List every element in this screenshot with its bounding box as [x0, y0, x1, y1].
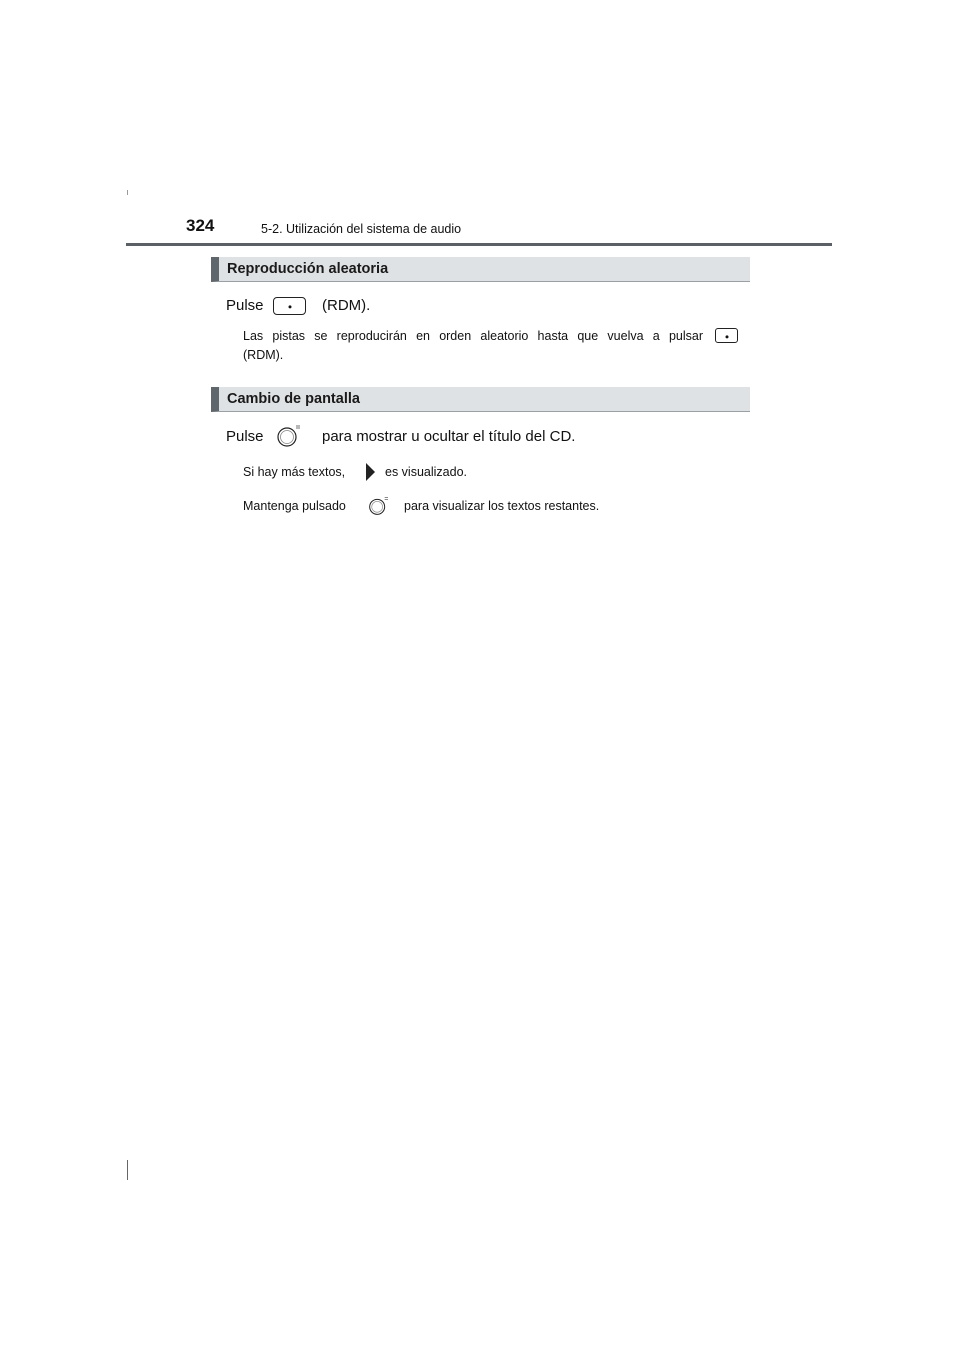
- instruction-text: Pulse: [226, 428, 264, 445]
- note-text: es visualizado.: [385, 465, 467, 479]
- note-text: para visualizar los textos restantes.: [404, 499, 600, 513]
- more-text-arrow-icon: [366, 463, 375, 481]
- text-knob-icon: [276, 424, 300, 448]
- note-text: Mantenga pulsado: [243, 499, 346, 513]
- header-divider: [126, 243, 832, 246]
- rdm-button-icon: [273, 297, 306, 315]
- instruction-text: Pulse: [226, 297, 264, 314]
- note-text: (RDM).: [243, 348, 284, 362]
- rdm-button-icon: [715, 328, 738, 343]
- instruction-text: (RDM).: [322, 297, 371, 314]
- text-knob-icon: [368, 496, 388, 516]
- page-number: 324: [186, 216, 215, 235]
- note-text: Las pistas se reproducirán en orden aleatorio hasta que vuelva a pulsar: [243, 329, 703, 343]
- margin-mark: [127, 1160, 128, 1180]
- section-heading-screen-change: [211, 387, 750, 412]
- section-title: 5-2. Utilización del sistema de audio: [261, 222, 462, 236]
- note-text: Si hay más textos,: [243, 465, 346, 479]
- section-heading-label: Reproducción aleatoria: [227, 261, 389, 277]
- instruction-text: para mostrar u ocultar el título del CD.: [322, 428, 576, 445]
- section-heading-random-playback: [211, 257, 750, 282]
- margin-mark: [127, 190, 128, 195]
- section-heading-label: Cambio de pantalla: [227, 391, 360, 407]
